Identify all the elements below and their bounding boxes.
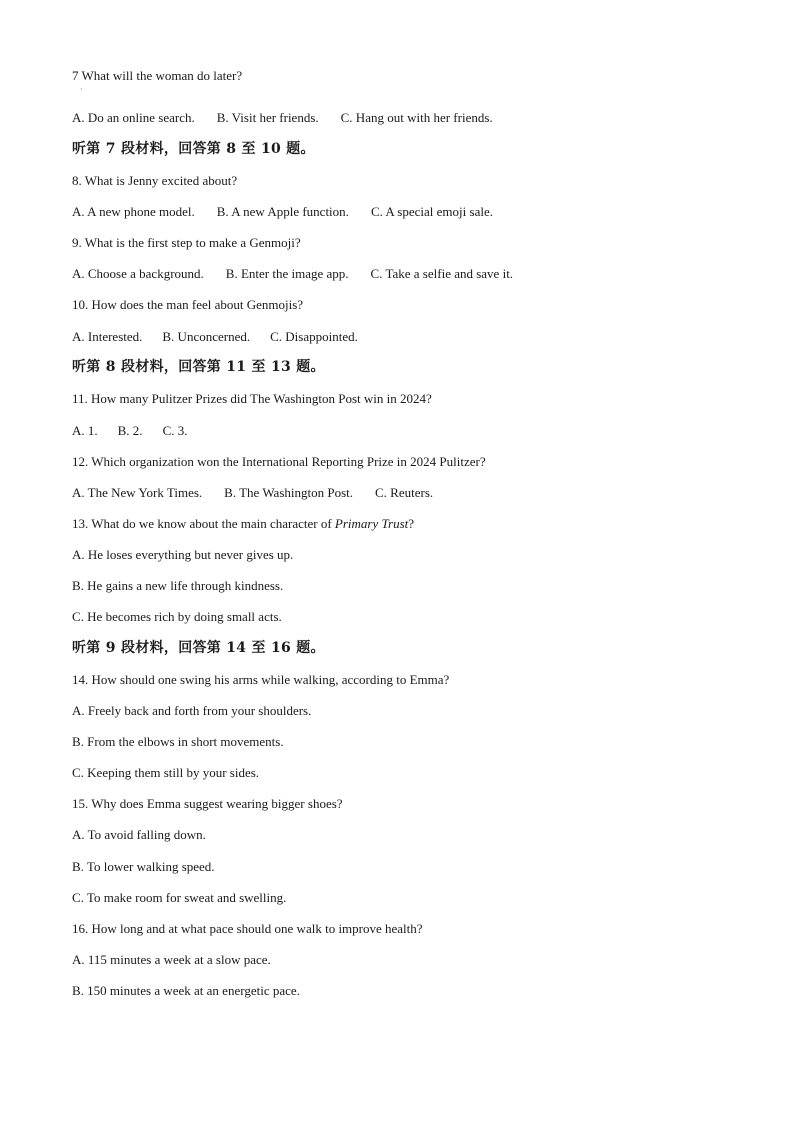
- question-13-option-b: B. He gains a new life through kindness.: [72, 578, 284, 593]
- question-8-option-a: A. A new phone model.: [72, 204, 195, 219]
- question-15-option-b: B. To lower walking speed.: [72, 859, 215, 874]
- question-9-option-a: A. Choose a background.: [72, 266, 204, 281]
- stray-mark: ·: [80, 85, 83, 94]
- question-13-stem: [72, 516, 414, 532]
- question-7-option-b: B. Visit her friends.: [216, 110, 319, 125]
- question-12-options: [72, 485, 433, 501]
- question-13-option-c: C. He becomes rich by doing small acts.: [72, 609, 282, 624]
- section-7-heading: 听第 7 段材料，回答第 8 至 10 题。: [72, 141, 315, 157]
- question-7-options: [72, 110, 493, 126]
- question-16-option-b: B. 150 minutes a week at an energetic pace.: [72, 983, 300, 998]
- question-16-option-a: A. 115 minutes a week at a slow pace.: [72, 952, 271, 967]
- question-10-stem: 10. How does the man feel about Genmojis?: [72, 297, 304, 312]
- question-12-option-c: C. Reuters.: [375, 485, 434, 500]
- question-15-option-a: A. To avoid falling down.: [72, 827, 206, 842]
- question-14-option-a: A. Freely back and forth from your shoulders.: [72, 703, 312, 718]
- question-13-option-a: A. He loses everything but never gives up.: [72, 547, 294, 562]
- question-11-option-a: A. 1.: [72, 423, 98, 438]
- question-10-option-b: B. Unconcerned.: [162, 329, 251, 344]
- question-14-stem: 14. How should one swing his arms while walking, according to Emma?: [72, 672, 450, 687]
- section-9-heading: 听第 9 段材料，回答第 14 至 16 题。: [72, 640, 325, 656]
- question-10-option-a: A. Interested.: [72, 329, 143, 344]
- question-10-options: [72, 329, 358, 345]
- question-11-options: [72, 423, 187, 439]
- question-9-option-b: B. Enter the image app.: [225, 266, 349, 281]
- section-8-heading: 听第 8 段材料，回答第 11 至 13 题。: [72, 359, 325, 375]
- question-10-option-c: C. Disappointed.: [270, 329, 358, 344]
- question-9-options: [72, 266, 513, 282]
- question-16-stem: 16. How long and at what pace should one walk to improve health?: [72, 921, 423, 936]
- question-7-stem: 7 What will the woman do later?: [72, 68, 243, 83]
- question-13-book-title: Primary Trust: [334, 516, 409, 531]
- question-9-option-c: C. Take a selfie and save it.: [370, 266, 514, 281]
- question-15-stem: 15. Why does Emma suggest wearing bigger shoes?: [72, 796, 343, 811]
- question-13-stem-suffix: ?: [408, 516, 415, 531]
- question-14-option-b: B. From the elbows in short movements.: [72, 734, 284, 749]
- question-8-option-c: C. A special emoji sale.: [370, 204, 493, 219]
- question-8-options: [72, 204, 493, 220]
- question-8-stem: 8. What is Jenny excited about?: [72, 173, 238, 188]
- question-13-stem-prefix: 13. What do we know about the main character of: [72, 516, 335, 531]
- question-12-option-a: A. The New York Times.: [72, 485, 203, 500]
- question-7-option-c: C. Hang out with her friends.: [340, 110, 493, 125]
- question-11-option-b: B. 2.: [117, 423, 143, 438]
- question-14-option-c: C. Keeping them still by your sides.: [72, 765, 260, 780]
- question-15-option-c: C. To make room for sweat and swelling.: [72, 890, 287, 905]
- question-11-option-c: C. 3.: [162, 423, 188, 438]
- question-11-stem: 11. How many Pulitzer Prizes did The Washington Post win in 2024?: [72, 391, 432, 406]
- question-12-stem: 12. Which organization won the International Reporting Prize in 2024 Pulitzer?: [72, 454, 486, 469]
- question-7-option-a: A. Do an online search.: [72, 110, 195, 125]
- question-8-option-b: B. A new Apple function.: [216, 204, 349, 219]
- question-12-option-b: B. The Washington Post.: [224, 485, 354, 500]
- question-9-stem: 9. What is the first step to make a Genmoji?: [72, 235, 301, 250]
